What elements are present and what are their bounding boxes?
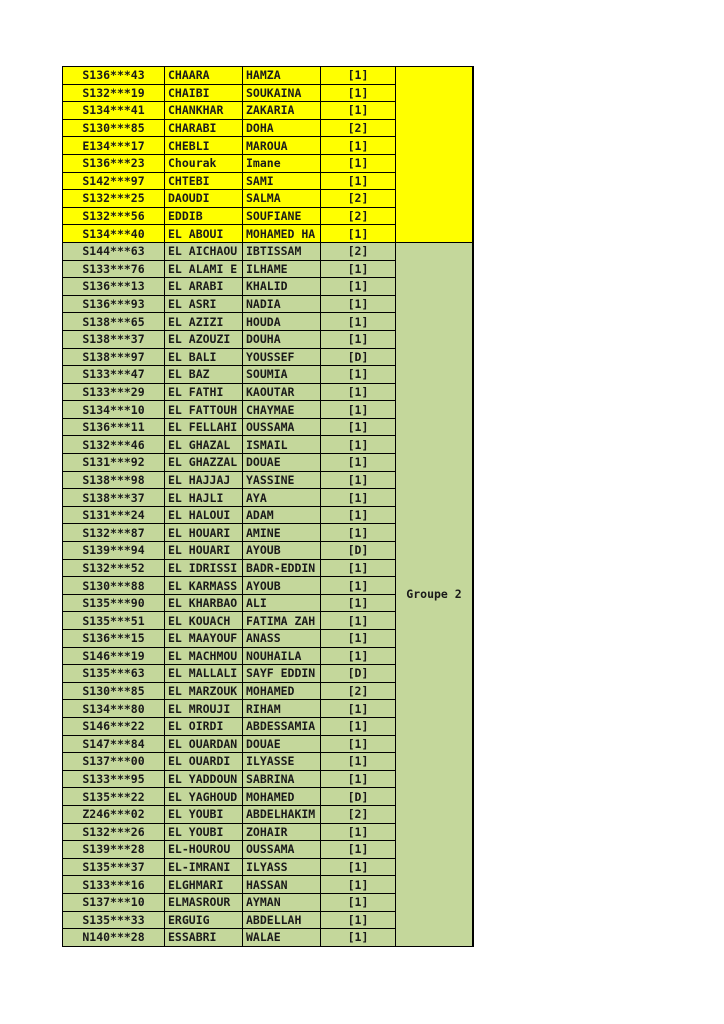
student-id-cell: S136***15: [63, 630, 165, 648]
status-cell: [1]: [321, 313, 396, 331]
status-cell: [2]: [321, 190, 396, 208]
student-id-cell: S132***26: [63, 823, 165, 841]
status-cell: [D]: [321, 542, 396, 560]
last-name-cell: EL FATTOUH: [165, 401, 243, 419]
status-cell: [1]: [321, 278, 396, 296]
first-name-cell: SAMI: [243, 172, 321, 190]
student-id-cell: S137***10: [63, 893, 165, 911]
first-name-cell: SOUKAINA: [243, 84, 321, 102]
status-cell: [1]: [321, 876, 396, 894]
first-name-cell: HOUDA: [243, 313, 321, 331]
student-id-cell: S147***84: [63, 735, 165, 753]
last-name-cell: EL-HOUROU: [165, 841, 243, 859]
status-cell: [1]: [321, 717, 396, 735]
student-id-cell: S135***37: [63, 858, 165, 876]
status-cell: [2]: [321, 119, 396, 137]
status-cell: [1]: [321, 700, 396, 718]
first-name-cell: ALI: [243, 594, 321, 612]
first-name-cell: ZOHAIR: [243, 823, 321, 841]
last-name-cell: EL GHAZZAL: [165, 454, 243, 472]
status-cell: [2]: [321, 805, 396, 823]
first-name-cell: ILYASS: [243, 858, 321, 876]
status-cell: [1]: [321, 577, 396, 595]
status-cell: [2]: [321, 682, 396, 700]
last-name-cell: ERGUIG: [165, 911, 243, 929]
last-name-cell: EL FELLAHI: [165, 418, 243, 436]
student-id-cell: S146***22: [63, 717, 165, 735]
first-name-cell: DOHA: [243, 119, 321, 137]
student-id-cell: S136***23: [63, 154, 165, 172]
status-cell: [1]: [321, 102, 396, 120]
last-name-cell: CHAIBI: [165, 84, 243, 102]
status-cell: [D]: [321, 665, 396, 683]
status-cell: [1]: [321, 612, 396, 630]
first-name-cell: SAYF EDDIN: [243, 665, 321, 683]
last-name-cell: EL FATHI: [165, 383, 243, 401]
status-cell: [1]: [321, 630, 396, 648]
student-id-cell: S131***92: [63, 454, 165, 472]
first-name-cell: SOUFIANE: [243, 207, 321, 225]
student-id-cell: S134***40: [63, 225, 165, 243]
student-id-cell: S136***11: [63, 418, 165, 436]
last-name-cell: ELMASROUR: [165, 893, 243, 911]
first-name-cell: HAMZA: [243, 67, 321, 85]
first-name-cell: ABDELHAKIM: [243, 805, 321, 823]
student-id-cell: Z246***02: [63, 805, 165, 823]
student-id-cell: S139***28: [63, 841, 165, 859]
status-cell: [1]: [321, 366, 396, 384]
last-name-cell: DAOUDI: [165, 190, 243, 208]
student-id-cell: S134***10: [63, 401, 165, 419]
last-name-cell: EL HALOUI: [165, 506, 243, 524]
student-id-cell: S135***63: [63, 665, 165, 683]
student-id-cell: S139***94: [63, 542, 165, 560]
last-name-cell: EL YADDOUN: [165, 770, 243, 788]
status-cell: [1]: [321, 753, 396, 771]
status-cell: [1]: [321, 383, 396, 401]
first-name-cell: RIHAM: [243, 700, 321, 718]
table-row: [63, 67, 474, 85]
last-name-cell: EL AZOUZI: [165, 330, 243, 348]
last-name-cell: EL IDRISSI: [165, 559, 243, 577]
first-name-cell: SABRINA: [243, 770, 321, 788]
last-name-cell: EL OIRDI: [165, 717, 243, 735]
status-cell: [D]: [321, 788, 396, 806]
student-id-cell: S132***87: [63, 524, 165, 542]
student-id-cell: S130***88: [63, 577, 165, 595]
status-cell: [1]: [321, 260, 396, 278]
first-name-cell: MAROUA: [243, 137, 321, 155]
status-cell: [1]: [321, 225, 396, 243]
student-id-cell: S132***19: [63, 84, 165, 102]
student-id-cell: S136***93: [63, 295, 165, 313]
last-name-cell: EL MAAYOUF: [165, 630, 243, 648]
status-cell: [2]: [321, 242, 396, 260]
status-cell: [1]: [321, 858, 396, 876]
student-id-cell: S138***65: [63, 313, 165, 331]
first-name-cell: Imane: [243, 154, 321, 172]
first-name-cell: DOUAE: [243, 735, 321, 753]
student-id-cell: S142***97: [63, 172, 165, 190]
student-list-body: [63, 67, 474, 947]
first-name-cell: ADAM: [243, 506, 321, 524]
last-name-cell: EL AICHAOU: [165, 242, 243, 260]
status-cell: [1]: [321, 594, 396, 612]
first-name-cell: NADIA: [243, 295, 321, 313]
student-id-cell: S133***16: [63, 876, 165, 894]
status-cell: [1]: [321, 770, 396, 788]
first-name-cell: OUSSAMA: [243, 841, 321, 859]
first-name-cell: KAOUTAR: [243, 383, 321, 401]
student-id-cell: S135***51: [63, 612, 165, 630]
last-name-cell: EL ALAMI E: [165, 260, 243, 278]
status-cell: [1]: [321, 647, 396, 665]
status-cell: [1]: [321, 823, 396, 841]
status-cell: [1]: [321, 489, 396, 507]
last-name-cell: EL MALLALI: [165, 665, 243, 683]
last-name-cell: EL YOUBI: [165, 823, 243, 841]
first-name-cell: KHALID: [243, 278, 321, 296]
first-name-cell: DOUHA: [243, 330, 321, 348]
last-name-cell: EL HOUARI: [165, 542, 243, 560]
first-name-cell: NOUHAILA: [243, 647, 321, 665]
last-name-cell: EL YAGHOUD: [165, 788, 243, 806]
student-id-cell: E134***17: [63, 137, 165, 155]
first-name-cell: MOHAMED: [243, 788, 321, 806]
first-name-cell: CHAYMAE: [243, 401, 321, 419]
last-name-cell: EL MACHMOU: [165, 647, 243, 665]
first-name-cell: AMINE: [243, 524, 321, 542]
first-name-cell: ILHAME: [243, 260, 321, 278]
status-cell: [1]: [321, 330, 396, 348]
first-name-cell: WALAE: [243, 929, 321, 947]
last-name-cell: EL KOUACH: [165, 612, 243, 630]
student-id-cell: S135***22: [63, 788, 165, 806]
student-id-cell: S133***29: [63, 383, 165, 401]
last-name-cell: CHARABI: [165, 119, 243, 137]
group-label-cell: Groupe 2: [396, 242, 474, 946]
student-id-cell: S138***98: [63, 471, 165, 489]
first-name-cell: SALMA: [243, 190, 321, 208]
student-id-cell: S132***46: [63, 436, 165, 454]
first-name-cell: ZAKARIA: [243, 102, 321, 120]
status-cell: [1]: [321, 471, 396, 489]
status-cell: [1]: [321, 295, 396, 313]
first-name-cell: MOHAMED HA: [243, 225, 321, 243]
student-id-cell: S134***41: [63, 102, 165, 120]
last-name-cell: EL OUARDAN: [165, 735, 243, 753]
last-name-cell: Chourak: [165, 154, 243, 172]
first-name-cell: IBTISSAM: [243, 242, 321, 260]
last-name-cell: CHTEBI: [165, 172, 243, 190]
last-name-cell: EL ARABI: [165, 278, 243, 296]
first-name-cell: OUSSAMA: [243, 418, 321, 436]
status-cell: [1]: [321, 436, 396, 454]
status-cell: [1]: [321, 418, 396, 436]
last-name-cell: EL GHAZAL: [165, 436, 243, 454]
status-cell: [1]: [321, 735, 396, 753]
student-id-cell: S133***47: [63, 366, 165, 384]
first-name-cell: AYMAN: [243, 893, 321, 911]
last-name-cell: EL ASRI: [165, 295, 243, 313]
student-id-cell: N140***28: [63, 929, 165, 947]
first-name-cell: YOUSSEF: [243, 348, 321, 366]
first-name-cell: BADR-EDDIN: [243, 559, 321, 577]
status-cell: [1]: [321, 454, 396, 472]
status-cell: [1]: [321, 154, 396, 172]
last-name-cell: EL HAJJAJ: [165, 471, 243, 489]
status-cell: [1]: [321, 401, 396, 419]
student-id-cell: S134***80: [63, 700, 165, 718]
status-cell: [1]: [321, 506, 396, 524]
first-name-cell: ISMAIL: [243, 436, 321, 454]
first-name-cell: ILYASSE: [243, 753, 321, 771]
last-name-cell: EL AZIZI: [165, 313, 243, 331]
table-row: [63, 242, 474, 260]
student-id-cell: S132***25: [63, 190, 165, 208]
student-id-cell: S136***13: [63, 278, 165, 296]
student-id-cell: S137***00: [63, 753, 165, 771]
status-cell: [1]: [321, 559, 396, 577]
status-cell: [1]: [321, 67, 396, 85]
status-cell: [1]: [321, 137, 396, 155]
status-cell: [1]: [321, 893, 396, 911]
first-name-cell: SOUMIA: [243, 366, 321, 384]
student-id-cell: S133***95: [63, 770, 165, 788]
first-name-cell: ABDELLAH: [243, 911, 321, 929]
last-name-cell: EL KARMASS: [165, 577, 243, 595]
status-cell: [1]: [321, 841, 396, 859]
student-id-cell: S146***19: [63, 647, 165, 665]
last-name-cell: EDDIB: [165, 207, 243, 225]
last-name-cell: ELGHMARI: [165, 876, 243, 894]
last-name-cell: EL BAZ: [165, 366, 243, 384]
student-id-cell: S131***24: [63, 506, 165, 524]
student-id-cell: S136***43: [63, 67, 165, 85]
student-list-table: [62, 66, 474, 947]
status-cell: [1]: [321, 172, 396, 190]
first-name-cell: YASSINE: [243, 471, 321, 489]
status-cell: [1]: [321, 911, 396, 929]
student-id-cell: S135***90: [63, 594, 165, 612]
first-name-cell: MOHAMED: [243, 682, 321, 700]
student-id-cell: S138***37: [63, 330, 165, 348]
last-name-cell: EL HAJLI: [165, 489, 243, 507]
last-name-cell: CHAARA: [165, 67, 243, 85]
student-id-cell: S135***33: [63, 911, 165, 929]
last-name-cell: ESSABRI: [165, 929, 243, 947]
last-name-cell: EL OUARDI: [165, 753, 243, 771]
student-id-cell: S138***37: [63, 489, 165, 507]
last-name-cell: EL YOUBI: [165, 805, 243, 823]
last-name-cell: CHANKHAR: [165, 102, 243, 120]
first-name-cell: DOUAE: [243, 454, 321, 472]
student-id-cell: S133***76: [63, 260, 165, 278]
student-id-cell: S130***85: [63, 119, 165, 137]
last-name-cell: EL MROUJI: [165, 700, 243, 718]
last-name-cell: EL ABOUI: [165, 225, 243, 243]
student-id-cell: S132***56: [63, 207, 165, 225]
first-name-cell: ABDESSAMIA: [243, 717, 321, 735]
last-name-cell: EL BALI: [165, 348, 243, 366]
group-label-cell: [396, 67, 474, 243]
status-cell: [1]: [321, 929, 396, 947]
last-name-cell: EL-IMRANI: [165, 858, 243, 876]
student-id-cell: S138***97: [63, 348, 165, 366]
last-name-cell: EL KHARBAO: [165, 594, 243, 612]
first-name-cell: HASSAN: [243, 876, 321, 894]
status-cell: [1]: [321, 84, 396, 102]
student-id-cell: S132***52: [63, 559, 165, 577]
first-name-cell: AYA: [243, 489, 321, 507]
first-name-cell: FATIMA ZAH: [243, 612, 321, 630]
last-name-cell: EL MARZOUK: [165, 682, 243, 700]
status-cell: [2]: [321, 207, 396, 225]
student-id-cell: S130***85: [63, 682, 165, 700]
last-name-cell: CHEBLI: [165, 137, 243, 155]
last-name-cell: EL HOUARI: [165, 524, 243, 542]
first-name-cell: AYOUB: [243, 542, 321, 560]
student-id-cell: S144***63: [63, 242, 165, 260]
first-name-cell: ANASS: [243, 630, 321, 648]
status-cell: [1]: [321, 524, 396, 542]
first-name-cell: AYOUB: [243, 577, 321, 595]
status-cell: [D]: [321, 348, 396, 366]
